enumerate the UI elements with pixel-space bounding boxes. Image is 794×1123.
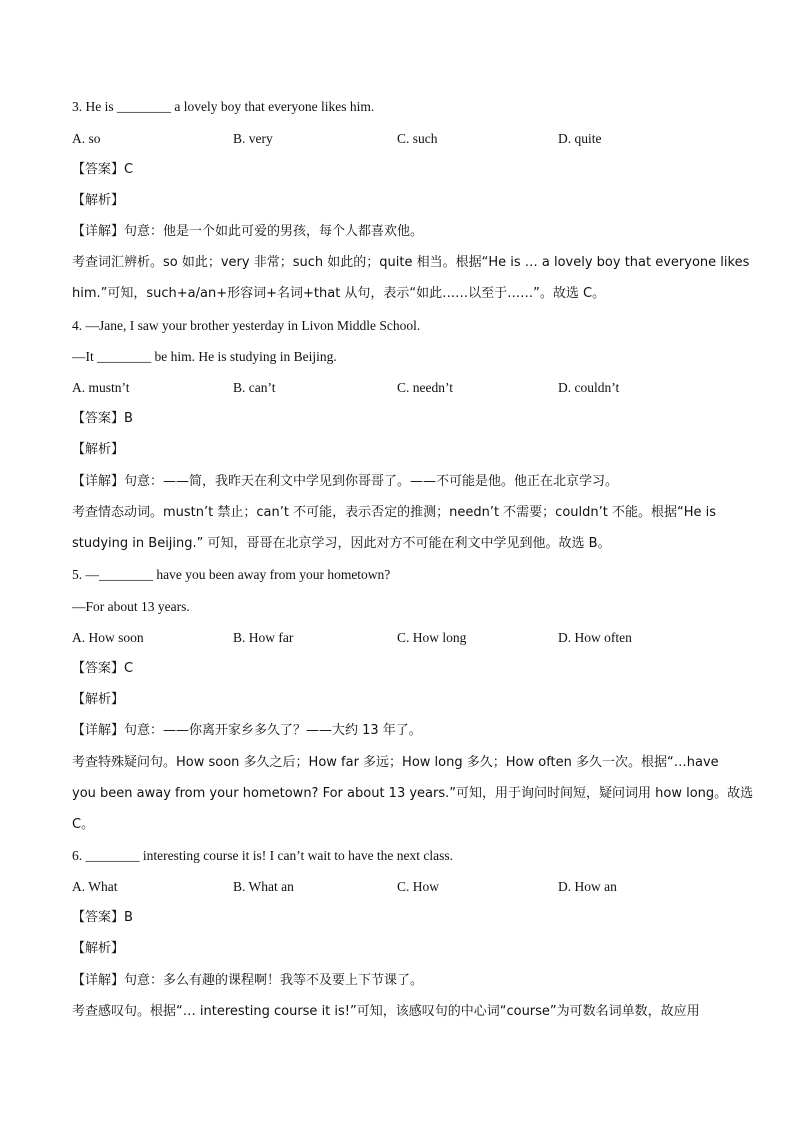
q6-option-b: B. What an [233,879,294,894]
q6-stem: 6. ________ interesting course it is! I can’t wait to have the next class. [72,848,454,863]
q4-option-b: B. can’t [233,380,276,395]
q3-answer: 【答案】C [72,162,134,177]
q6-option-a: A. What [72,879,118,894]
q6-option-d: D. How an [558,879,617,894]
q5-stem-line-1: 5. —________ have you been away from your hometown? [72,567,391,582]
q4-option-a: A. mustn’t [72,380,130,395]
q5-explanation-line-1: 考查特殊疑问句。How soon 多久之后；How far 多远；How long 多久；How often 多久一次。根据“…have [72,755,719,770]
q3-explanation-line-1: 考查词汇辨析。so 如此；very 非常；such 如此的；quite 相当。根据“He is … a lovely boy that everyone likes [72,255,750,270]
q5-explanation-line-3: C。 [72,817,95,832]
q3-option-c: C. such [397,131,438,146]
q4-answer: 【答案】B [72,411,133,426]
q5-option-c: C. How long [397,630,467,645]
q6-detail: 【详解】句意：多么有趣的课程啊！我等不及要上下节课了。 [72,973,424,988]
q3-analysis-label: 【解析】 [72,193,125,208]
q4-explanation-line-2: studying in Beijing.” 可知，哥哥在北京学习，因此对方不可能在利文中学见到他。故选 B。 [72,536,611,551]
q3-option-a: A. so [72,131,101,146]
q5-option-a: A. How soon [72,630,144,645]
q4-stem-line-1: 4. —Jane, I saw your brother yesterday in Livon Middle School. [72,318,421,333]
q5-detail: 【详解】句意：——你离开家乡多久了？——大约 13 年了。 [72,723,422,738]
q3-detail: 【详解】句意：他是一个如此可爱的男孩，每个人都喜欢他。 [72,224,424,239]
q5-option-b: B. How far [233,630,294,645]
q5-answer: 【答案】C [72,661,134,676]
q4-analysis-label: 【解析】 [72,442,125,457]
q4-option-c: C. needn’t [397,380,453,395]
q3-option-d: D. quite [558,131,602,146]
q6-analysis-label: 【解析】 [72,941,125,956]
q5-option-d: D. How often [558,630,632,645]
q3-stem: 3. He is ________ a lovely boy that everyone likes him. [72,99,375,114]
q5-explanation-line-2: you been away from your hometown? For about 13 years.”可知，用于询问时间短，疑问词用 how long。故选 [72,786,754,801]
q6-option-c: C. How [397,879,440,894]
q6-answer: 【答案】B [72,910,133,925]
q4-detail: 【详解】句意：——简，我昨天在利文中学见到你哥哥了。——不可能是他。他正在北京学习。 [72,474,619,489]
q4-stem-line-2: —It ________ be him. He is studying in Beijing. [72,349,337,364]
q6-explanation-line-1: 考查感叹句。根据“… interesting course it is!”可知，该感叹句的中心词“course”为可数名词单数，故应用 [72,1004,700,1019]
q4-explanation-line-1: 考查情态动词。mustn’t 禁止；can’t 不可能，表示否定的推测；needn’t 不需要；couldn’t 不能。根据“He is [72,505,717,520]
q5-analysis-label: 【解析】 [72,692,125,707]
q3-option-b: B. very [233,131,273,146]
q4-option-d: D. couldn’t [558,380,620,395]
q5-stem-line-2: —For about 13 years. [72,599,190,614]
q3-explanation-line-2: him.”可知，such+a/an+形容词+名词+that 从句，表示“如此……以至于……”。故选 C。 [72,286,606,301]
